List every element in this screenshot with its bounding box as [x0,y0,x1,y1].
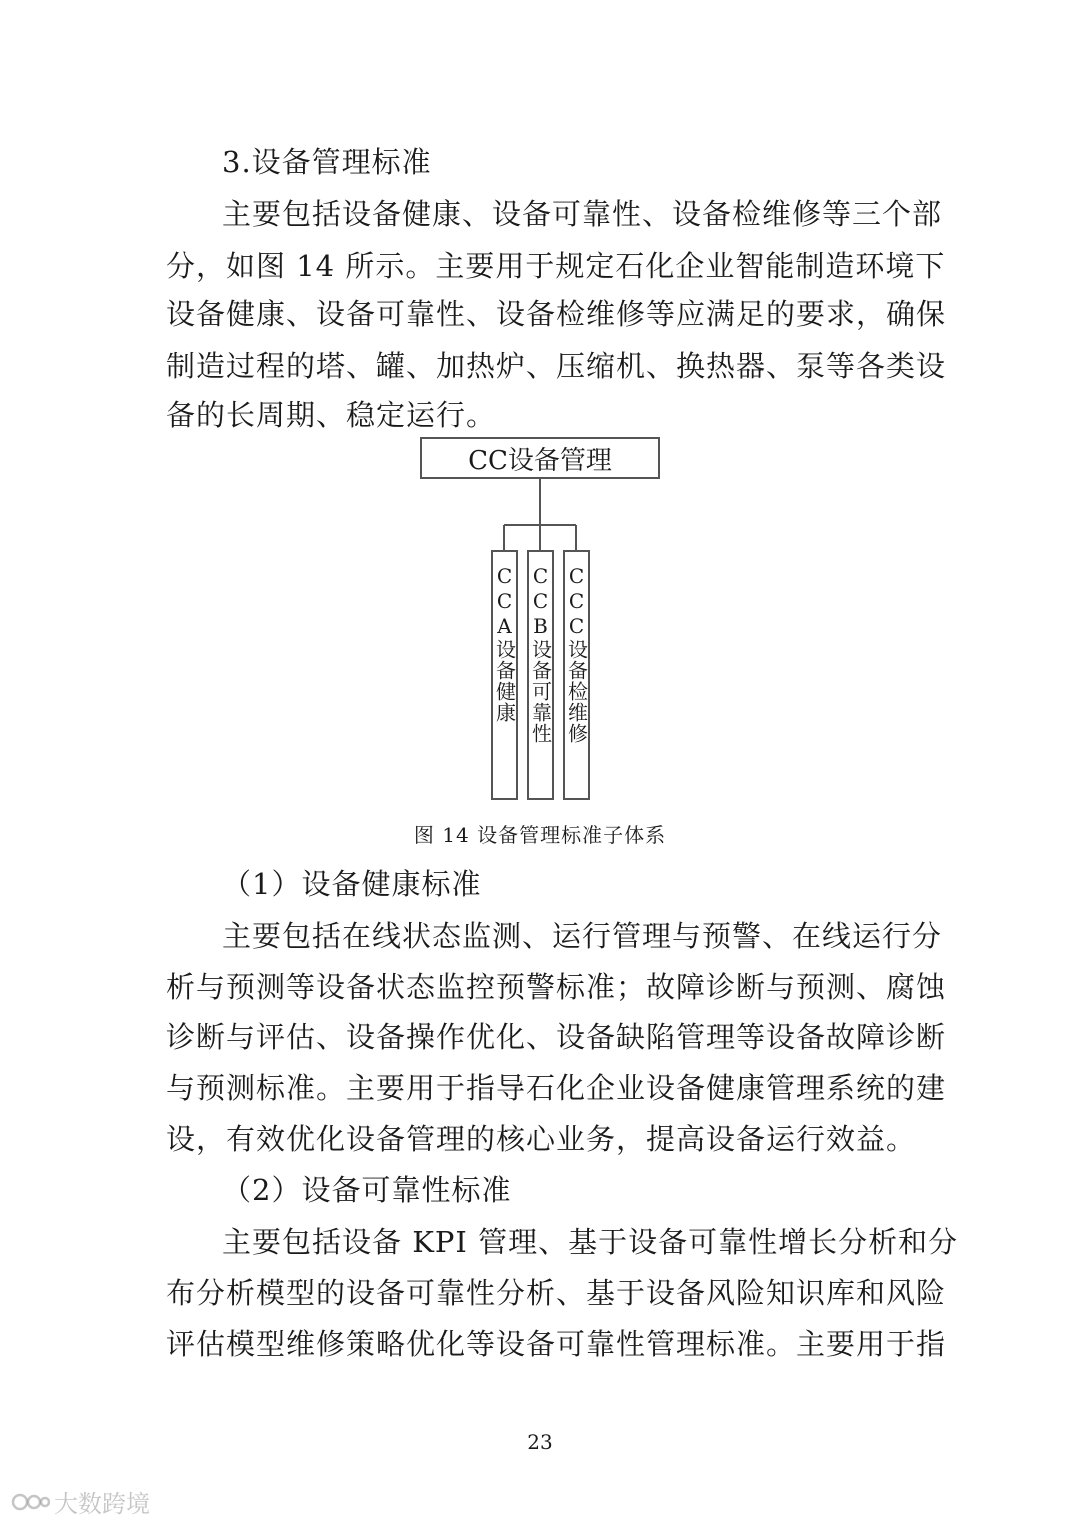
sub2-paragraph-line-2: 布分析模型的设备可靠性分析、基于设备风险知识库和风险 [166,1276,947,1310]
section-paragraph-line-1: 主要包括设备健康、设备可靠性、设备检维修等三个部 [222,197,943,231]
sub1-paragraph-line-4: 与预测标准。主要用于指导石化企业设备健康管理系统的建 [166,1071,947,1105]
sub2-paragraph-line-1: 主要包括设备 KPI 管理、基于设备可靠性增长分析和分 [222,1225,959,1259]
diagram-root-label: CC设备管理 [468,445,612,476]
diagram-child-box-reliability [527,550,554,800]
section-paragraph-line-5: 备的长周期、稳定运行。 [166,398,497,432]
diagram-child-label-maintenance: CCC设备检维修 [564,564,589,744]
watermark-text: 大数跨境 [54,1490,150,1518]
diagram-root-box [420,437,660,479]
diagram-child-box-maintenance [563,550,590,800]
figure-caption: 图 14 设备管理标准子体系 [413,823,667,847]
sub1-paragraph-line-5: 设，有效优化设备管理的核心业务，提高设备运行效益。 [166,1122,917,1156]
sub2-paragraph-line-3: 评估模型维修策略优化等设备可靠性管理标准。主要用于指 [166,1327,947,1361]
sub1-paragraph-line-2: 析与预测等设备状态监控预警标准；故障诊断与预测、腐蚀 [166,970,947,1004]
watermark [10,1484,150,1519]
diagram-child-label-health: CCA设备健康 [492,564,517,723]
sub1-paragraph-line-3: 诊断与评估、设备操作优化、设备缺陷管理等设备故障诊断 [166,1020,947,1054]
diagram-child-label-reliability: CCB设备可靠性 [528,564,553,744]
section-paragraph-line-4: 制造过程的塔、罐、加热炉、压缩机、换热器、泵等各类设 [166,349,947,383]
page-number: 23 [527,1430,553,1454]
section-heading: 3.设备管理标准 [222,145,432,179]
watermark-logo-icon [10,1489,50,1515]
section-paragraph-line-2: 分，如图 14 所示。主要用于规定石化企业智能制造环境下 [166,249,946,283]
sub2-heading: （2）设备可靠性标准 [222,1173,512,1207]
sub1-paragraph-line-1: 主要包括在线状态监测、运行管理与预警、在线运行分 [222,919,943,953]
sub1-heading: （1）设备健康标准 [222,867,482,901]
diagram-child-box-health [491,550,518,800]
section-paragraph-line-3: 设备健康、设备可靠性、设备检维修等应满足的要求，确保 [166,297,947,331]
